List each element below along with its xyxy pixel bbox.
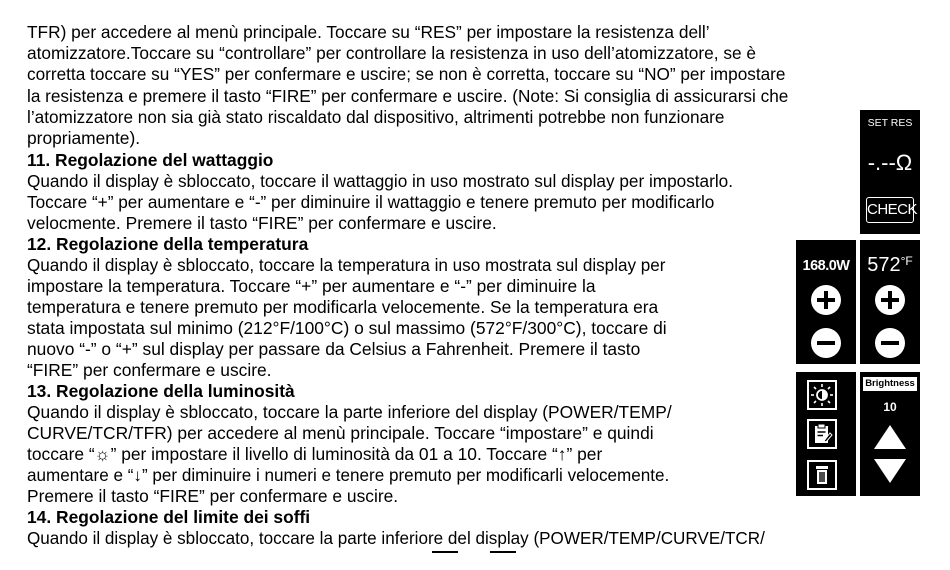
resistance-value: -.--Ω — [867, 150, 913, 175]
cut-mark — [490, 551, 516, 553]
text-line: CURVE/TCR/TFR) per accedere al menù principale. Toccare “impostare” e quindi — [27, 423, 654, 443]
text-line: Quando il display è sbloccato, toccare il wattaggio in uso mostrato sul display per impostarlo. — [27, 171, 733, 191]
text-line: Quando il display è sbloccato, toccare la temperatura in uso mostrata sul display per — [27, 256, 666, 275]
brightness-label: Brightness — [863, 377, 917, 391]
wattage-plus-button[interactable] — [811, 285, 841, 315]
arrow-up-icon[interactable] — [873, 424, 907, 450]
temperature-number: 572 — [867, 254, 901, 276]
text-line: Toccare “+” per aumentare e “-” per diminuire il wattaggio e tenere premuto per modificarlo — [27, 192, 715, 212]
text-line: aumentare e “↓” per diminuire i numeri e tenere premuto per modificarli velocemente. — [27, 466, 670, 485]
text-line: velocmente. Premere il tasto “FIRE” per confermare e uscire. — [27, 213, 497, 233]
brightness-panel — [860, 372, 920, 496]
section-heading: 12. Regolazione della temperatura — [27, 234, 309, 254]
text-line: Quando il display è sbloccato, toccare la parte inferiore del display (POWER/TEMP/ — [27, 402, 672, 422]
text-line: temperatura e tenere premuto per modificarla velocemente. Se la temperatura era — [27, 297, 659, 317]
temperature-minus-button[interactable] — [875, 328, 905, 358]
text-line: atomizzatore.Toccare su “controllare” per controllare la resistenza in uso dell’atomizzatore, se è — [27, 43, 757, 63]
text-line: nuovo “-” o “+” sul display per passare da Celsius a Fahrenheit. Premere il tasto — [27, 339, 641, 359]
text-line: impostare la temperatura. Toccare “+” per aumentare e “-” per diminuire la — [27, 276, 596, 296]
set-res-panel — [860, 110, 920, 234]
brightness-value: 10 — [883, 400, 897, 414]
temperature-unit: °F — [900, 254, 913, 268]
text-line: “FIRE” per confermare e uscire. — [27, 360, 272, 380]
temperature-plus-button[interactable] — [875, 285, 905, 315]
wattage-value[interactable]: 168.0W — [802, 258, 850, 274]
clipboard-icon[interactable] — [807, 419, 837, 449]
section-heading: 13. Regolazione della luminosità — [27, 381, 295, 401]
text-line: Premere il tasto “FIRE” per confermare e uscire. — [27, 486, 399, 506]
text-line: TFR) per accedere al menù principale. Toccare su “RES” per impostare la resistenza dell’ — [27, 22, 710, 42]
wattage-panel — [796, 240, 856, 364]
cut-mark — [432, 551, 458, 553]
check-button[interactable]: CHECK — [866, 197, 914, 223]
text-line: l’atomizzatore non sia già stato riscaldato dal dispositivo, altrimenti potrebbe non funzionare — [27, 107, 725, 127]
text-line: toccare “☼” per impostare il livello di luminosità da 01 a 10. Toccare “↑” per — [27, 444, 603, 464]
section-heading: 14. Regolazione del limite dei soffi — [27, 507, 311, 527]
wattage-minus-button[interactable] — [811, 328, 841, 358]
text-line: propriamente). — [27, 128, 141, 148]
text-line: corretta toccare su “YES” per confermare e uscire; se non è corretta, toccare su “NO” per impostare — [27, 64, 786, 84]
set-res-title: SET RES — [867, 117, 913, 129]
temperature-panel — [860, 240, 920, 364]
trash-icon[interactable] — [807, 460, 837, 490]
arrow-down-icon[interactable] — [873, 458, 907, 484]
section-heading: 11. Regolazione del wattaggio — [27, 150, 274, 170]
temperature-value[interactable] — [860, 254, 920, 277]
brightness-icon[interactable] — [807, 380, 837, 410]
settings-menu-panel — [796, 372, 856, 496]
text-line: Quando il display è sbloccato, toccare la parte inferiore del display (POWER/TEMP/CURVE/TCR/ — [27, 529, 765, 548]
text-line: stata impostata sul minimo (212°F/100°C) o sul massimo (572°F/300°C), toccare di — [27, 318, 667, 338]
text-line: la resistenza e premere il tasto “FIRE” per confermare e uscire. (Note: Si consiglia di assicurarsi che — [27, 86, 789, 106]
